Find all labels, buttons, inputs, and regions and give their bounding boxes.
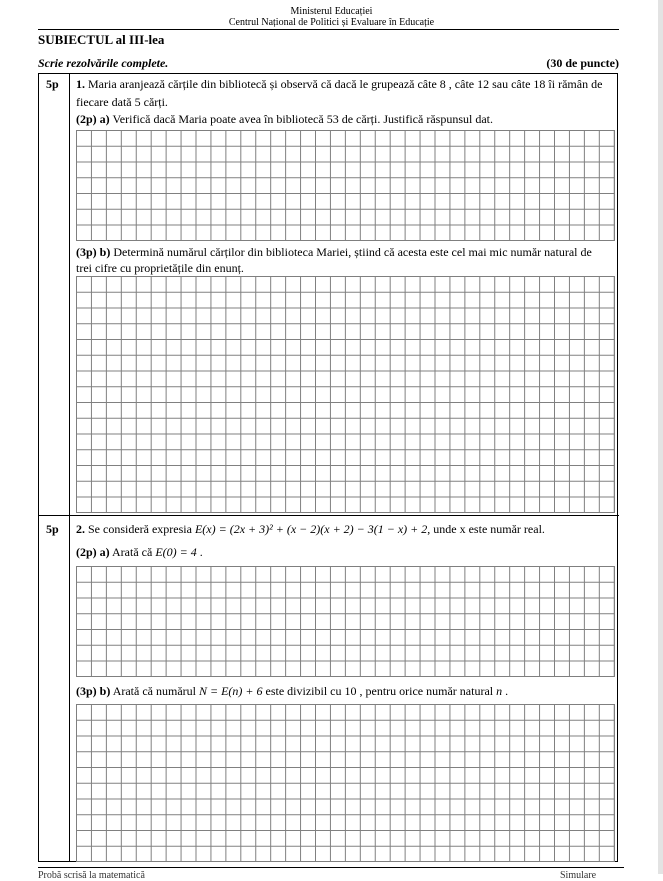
problem-1a-letter: a) <box>99 112 110 126</box>
problem-1-statement-line2: fiecare dată 5 cărți. <box>76 95 168 109</box>
answer-grid-1a[interactable] <box>76 130 615 241</box>
answer-grid-2b[interactable] <box>76 704 615 862</box>
problem-2b-prefix: Arată că numărul <box>112 684 196 698</box>
problem-2b-suffix: este divizibil cu 10 , pentru orice număr natural <box>265 684 494 698</box>
problem-1b-points: (3p) <box>76 245 97 259</box>
problem-1-statement <box>76 75 602 93</box>
problem-2-suffix: , unde x este număr real. <box>427 522 545 536</box>
problem-2-number: 2. <box>76 522 85 536</box>
answer-grid-2a[interactable] <box>76 566 615 677</box>
problem-1a-points: (2p) <box>76 112 97 126</box>
total-points: (30 de puncte) <box>546 56 619 70</box>
footer-divider <box>38 867 624 868</box>
problem-2a-points: (2p) <box>76 545 97 559</box>
points-column-divider <box>69 73 70 862</box>
answer-grid-1b[interactable] <box>76 276 615 513</box>
problem-2-expression: E(x) = (2x + 3)² + (x − 2)(x + 2) − 3(1 − x) + 2 <box>194 522 428 536</box>
problem-2-points: 5p <box>46 522 59 536</box>
problem-1-line1: Maria aranjează cărțile din bibliotecă și observă că dacă le grupează câte 8 , câte 12 sau câte 18 îi rămân de <box>88 77 603 91</box>
problem-2b-prompt: (3p) b) Arată că numărul N = E(n) + 6 este divizibil cu 10 , pentru orice număr natural n . <box>76 684 509 698</box>
problem-2a-letter: a) <box>99 545 110 559</box>
ministry-header: Ministerul Educației <box>290 6 373 17</box>
footer-right-text: Simulare <box>560 870 597 881</box>
problem-2b-var: n <box>496 684 503 698</box>
problem-2a-math: E(0) = 4 <box>155 545 197 559</box>
problem-1b-text-line2: trei cifre cu proprietățile din enunț. <box>76 261 244 275</box>
problem-2a-text: Arată că <box>112 545 153 559</box>
problem-2b-points: (3p) <box>76 684 97 698</box>
problem-1a-prompt <box>76 110 493 128</box>
scrollbar[interactable] <box>658 0 663 874</box>
problem-2b-math: N = E(n) + 6 <box>198 684 263 698</box>
problem-2a-prompt: (2p) a) Arată că E(0) = 4 . <box>76 545 203 559</box>
problem-1a-text: Verifică dacă Maria poate avea în bibliotecă 53 de cărți. Justifică răspunsul dat. <box>112 112 493 126</box>
header-divider <box>38 29 619 30</box>
footer-left-text: Probă scrisă la matematică <box>38 870 145 881</box>
subject-title: SUBIECTUL al III-lea <box>38 32 165 47</box>
problem-1b-letter: b) <box>99 245 111 259</box>
problem-1-number: 1. <box>76 77 85 91</box>
problem-2-prefix: Se consideră expresia <box>88 522 192 536</box>
center-header: Centrul Național de Politici și Evaluare în Educație <box>228 17 435 28</box>
problem-1b-text: Determină numărul cărților din biblioteca Mariei, știind că acesta este cel mai mic număr natural de <box>113 245 592 259</box>
instruction-text: Scrie rezolvările complete. <box>38 56 169 70</box>
problem-2-statement <box>76 520 545 538</box>
problem-2b-letter: b) <box>99 684 111 698</box>
section-divider <box>38 515 619 516</box>
problem-1-points: 5p <box>46 77 59 91</box>
